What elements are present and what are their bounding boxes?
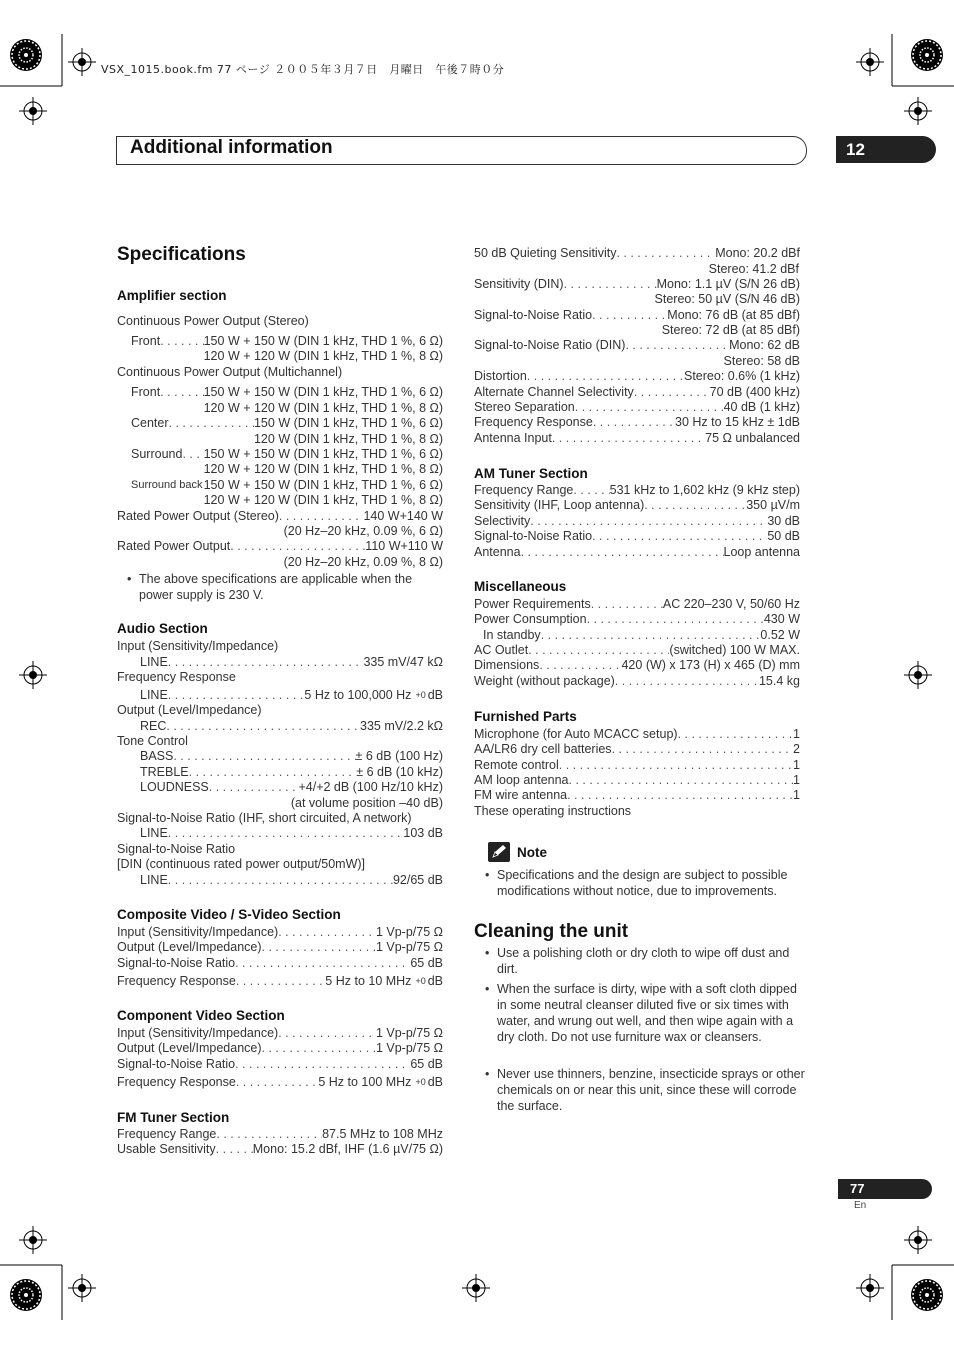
spec-value: (at volume position –40 dB): [290, 796, 443, 810]
misc-heading: Miscellaneous: [474, 579, 567, 594]
spec-label: Continuous Power Output (Multichannel): [117, 365, 343, 379]
spec-row: Microphone (for Auto MCACC setup) . . . 1: [474, 727, 800, 742]
spec-row: Usable Sensitivity . . . Mono: 15.2 dBf, IHF (1.6 µV/75 Ω): [117, 1142, 443, 1157]
spec-value: (20 Hz–20 kHz, 0.09 %, 6 Ω): [283, 524, 443, 538]
spec-value: 120 W (DIN 1 kHz, THD 1 %, 8 Ω): [253, 432, 443, 446]
spec-row: Frequency Range . . . 531 kHz to 1,602 kHz (9 kHz step): [474, 483, 800, 498]
spec-value: 120 W + 120 W (DIN 1 kHz, THD 1 %, 8 Ω): [203, 493, 443, 507]
component-heading: Component Video Section: [117, 1008, 285, 1023]
spec-row: AC Outlet . . . (switched) 100 W MAX.: [474, 643, 800, 658]
spec-row: TREBLE . . . ± 6 dB (10 kHz): [140, 765, 443, 780]
spec-row: Frequency Range . . . 87.5 MHz to 108 MHz: [117, 1127, 443, 1142]
page-number: 77: [838, 1179, 932, 1199]
spec-value: Stereo: 41.2 dBf: [708, 262, 799, 276]
spec-row: Frequency Response . . . 5 Hz to 100 MHz +0 dB: [117, 1075, 443, 1090]
spec-row: AA/LR6 dry cell batteries . . . 2: [474, 742, 800, 757]
spec-row: Output (Level/Impedance) . . . 1 Vp-p/75 Ω: [117, 1041, 443, 1056]
spec-value: Stereo: 50 µV (S/N 46 dB): [654, 292, 800, 306]
amplifier-heading: Amplifier section: [117, 288, 227, 303]
spec-value: 120 W + 120 W (DIN 1 kHz, THD 1 %, 8 Ω): [203, 349, 443, 363]
cleaning-item: • When the surface is dirty, wipe with a soft cloth dipped in some neutral cleanser diluted five or six times with water, and wrung out well, and then wipe again with a dry cloth. Do not use furniture wax or cleansers.: [485, 982, 797, 1044]
spec-row: Antenna Input . . . 75 Ω unbalanced: [474, 431, 800, 446]
spec-row: Signal-to-Noise Ratio . . . 65 dB: [117, 956, 443, 971]
spec-row: Input (Sensitivity/Impedance) . . . 1 Vp-p/75 Ω: [117, 1026, 443, 1041]
cleaning-item: • Use a polishing cloth or dry cloth to wipe off dust and dirt.: [485, 946, 790, 976]
fm-heading: FM Tuner Section: [117, 1110, 230, 1125]
spec-value: Stereo: 58 dB: [723, 354, 800, 368]
spec-row: LINE . . . 5 Hz to 100,000 Hz +0 dB: [140, 688, 443, 703]
composite-heading: Composite Video / S-Video Section: [117, 907, 341, 922]
spec-row: BASS . . . ± 6 dB (100 Hz): [140, 749, 443, 764]
spec-label: Tone Control: [117, 734, 188, 748]
spec-row: Alternate Channel Selectivity . . . 70 dB (400 kHz): [474, 385, 800, 400]
spec-row: LINE . . . 335 mV/47 kΩ: [140, 655, 443, 670]
spec-label: These operating instructions: [474, 804, 632, 818]
cleaning-item: • Never use thinners, benzine, insecticide sprays or other chemicals on or near this unit, since these will corrode the surface.: [485, 1067, 805, 1113]
spec-row: FM wire antenna . . . 1: [474, 788, 800, 803]
spec-row: Signal-to-Noise Ratio (DIN) . . . Mono: 62 dB: [474, 338, 800, 353]
spec-row: Stereo Separation . . . 40 dB (1 kHz): [474, 400, 800, 415]
spec-row: In standby . . . 0.52 W: [483, 628, 800, 643]
spec-label: [DIN (continuous rated power output/50mW)]: [117, 857, 366, 871]
spec-row: LINE . . . 103 dB: [140, 826, 443, 841]
spec-row: Remote control . . . 1: [474, 758, 800, 773]
spec-row: Surround . . . 150 W + 150 W (DIN 1 kHz, THD 1 %, 6 Ω): [131, 447, 443, 462]
spec-row: AM loop antenna . . . 1: [474, 773, 800, 788]
page-language: En: [854, 1200, 867, 1211]
spec-row: Surround back 150 W + 150 W (DIN 1 kHz, THD 1 %, 6 Ω): [131, 478, 443, 492]
spec-row: Weight (without package) . . . 15.4 kg: [474, 674, 800, 689]
spec-row: Power Requirements . . . AC 220–230 V, 50/60 Hz: [474, 597, 800, 612]
chapter-number: 12: [836, 136, 936, 163]
note-text: • Specifications and the design are subject to possible modifications without notice, due to improvements.: [485, 868, 788, 898]
spec-row: Rated Power Output (Stereo) . . . 140 W+140 W: [117, 509, 443, 524]
spec-row: Input (Sensitivity/Impedance) . . . 1 Vp-p/75 Ω: [117, 925, 443, 940]
spec-row: Selectivity . . . 30 dB: [474, 514, 800, 529]
spec-row: Frequency Response . . . 30 Hz to 15 kHz ± 1dB: [474, 415, 800, 430]
spec-row: LINE . . . 92/65 dB: [140, 873, 443, 888]
spec-row: Signal-to-Noise Ratio . . . 65 dB: [117, 1057, 443, 1072]
spec-row: Rated Power Output . . . 110 W+110 W: [117, 539, 443, 554]
spec-label: Frequency Response: [117, 670, 236, 684]
spec-value: 120 W + 120 W (DIN 1 kHz, THD 1 %, 8 Ω): [203, 462, 443, 476]
spec-value: (20 Hz–20 kHz, 0.09 %, 8 Ω): [283, 555, 443, 569]
spec-row: Power Consumption . . . 430 W: [474, 612, 800, 627]
note-heading: Note: [517, 845, 547, 860]
parts-heading: Furnished Parts: [474, 709, 577, 724]
spec-row: Signal-to-Noise Ratio . . . Mono: 76 dB (at 85 dBf): [474, 308, 800, 323]
spec-label: Signal-to-Noise Ratio (IHF, short circuited, A network): [117, 811, 412, 825]
spec-label: Input (Sensitivity/Impedance): [117, 639, 279, 653]
specifications-heading: Specifications: [117, 244, 246, 265]
audio-heading: Audio Section: [117, 621, 208, 636]
spec-row: LOUDNESS . . . +4/+2 dB (100 Hz/10 kHz): [140, 780, 443, 795]
cleaning-heading: Cleaning the unit: [474, 921, 629, 942]
spec-row: Front . . . 150 W + 150 W (DIN 1 kHz, THD 1 %, 6 Ω): [131, 334, 443, 349]
spec-label: Continuous Power Output (Stereo): [117, 314, 309, 328]
spec-value: Stereo: 72 dB (at 85 dBf): [661, 323, 800, 337]
spec-row: Antenna . . . Loop antenna: [474, 545, 800, 560]
note-pencil-icon: [488, 842, 510, 862]
am-heading: AM Tuner Section: [474, 466, 588, 481]
spec-row: Distortion . . . Stereo: 0.6% (1 kHz): [474, 369, 800, 384]
spec-row: Sensitivity (DIN) . . . Mono: 1.1 µV (S/N 26 dB): [474, 277, 800, 292]
spec-label: Signal-to-Noise Ratio: [117, 842, 236, 856]
spec-row: 50 dB Quieting Sensitivity . . . Mono: 20.2 dBf: [474, 246, 800, 261]
spec-row: Signal-to-Noise Ratio . . . 50 dB: [474, 529, 800, 544]
amp-note: • The above specifications are applicable when the power supply is 230 V.: [127, 572, 413, 602]
spec-row: Output (Level/Impedance) . . . 1 Vp-p/75 Ω: [117, 940, 443, 955]
print-header: VSX_1015.book.fm 77 ページ ２００５年３月７日 月曜日 午後７時０分: [101, 63, 505, 76]
spec-label: Output (Level/Impedance): [117, 703, 262, 717]
spec-row: REC . . . 335 mV/2.2 kΩ: [140, 719, 443, 734]
spec-row: Center . . . 150 W (DIN 1 kHz, THD 1 %, 6 Ω): [131, 416, 443, 431]
spec-row: Sensitivity (IHF, Loop antenna) . . . 350 µV/m: [474, 498, 800, 513]
spec-row: Frequency Response . . . 5 Hz to 10 MHz +0 dB: [117, 974, 443, 989]
spec-row: Front . . . 150 W + 150 W (DIN 1 kHz, THD 1 %, 6 Ω): [131, 385, 443, 400]
spec-row: Dimensions . . . 420 (W) x 173 (H) x 465 (D) mm: [474, 658, 800, 673]
spec-value: 120 W + 120 W (DIN 1 kHz, THD 1 %, 8 Ω): [203, 401, 443, 415]
section-title: Additional information: [130, 137, 333, 158]
